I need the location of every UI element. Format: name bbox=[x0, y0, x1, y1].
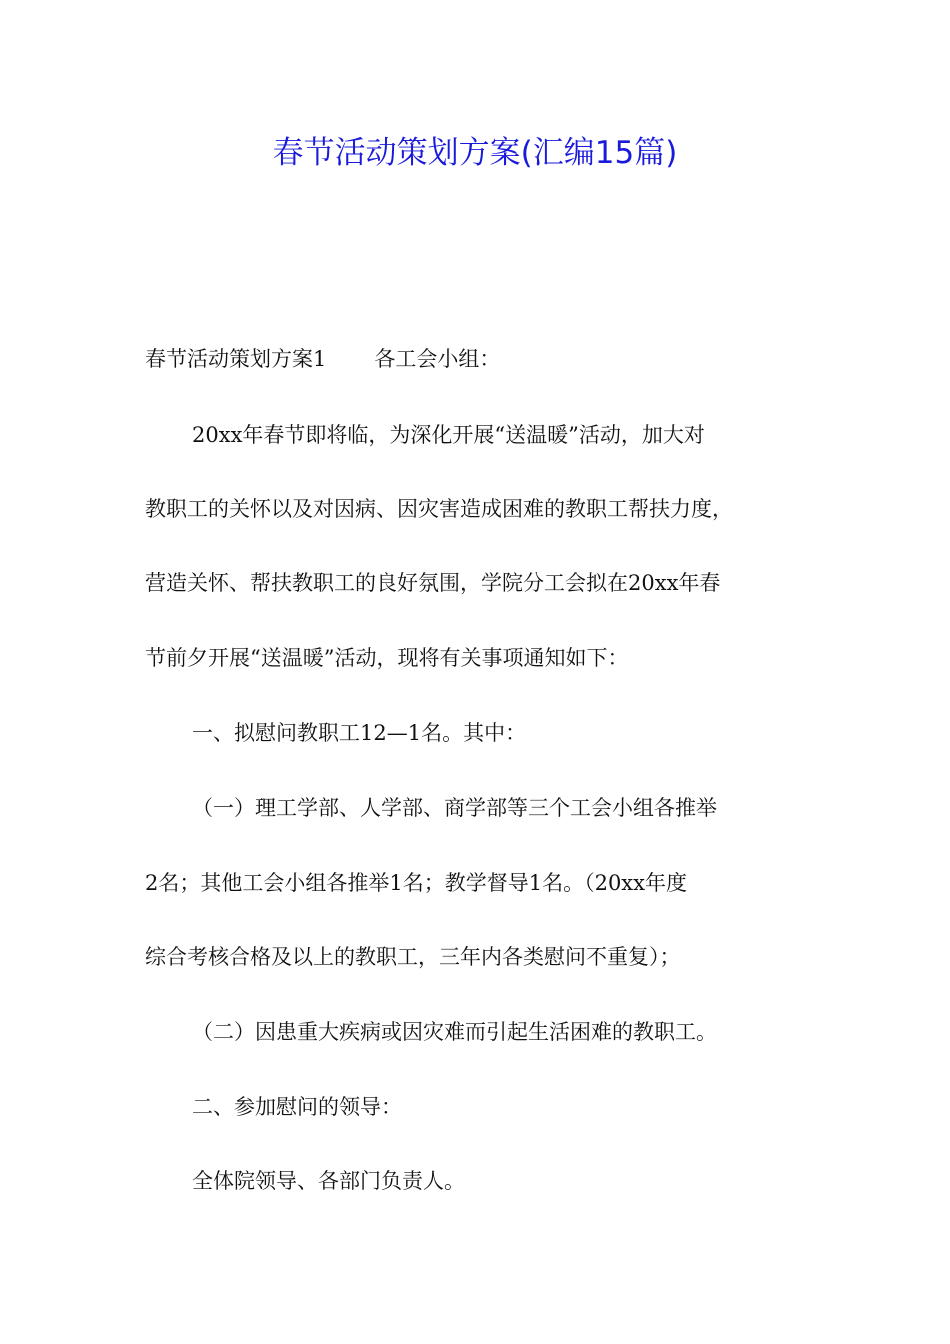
paragraph-line: 2名；其他工会小组各推举1名；教学督导1名。（20xx年度 bbox=[145, 871, 687, 895]
section-heading bbox=[145, 344, 500, 374]
paragraph-line: 全体院领导、各部门负责人。 bbox=[192, 1169, 465, 1193]
document-title: 春节活动策划方案(汇编15篇) bbox=[272, 135, 678, 171]
paragraph-line: 营造关怀、帮扶教职工的良好氛围，学院分工会拟在20xx年春 bbox=[145, 571, 721, 595]
list-item-line: （一）理工学部、人学部、商学部等三个工会小组各推举 bbox=[192, 796, 717, 820]
list-item-line: 一、拟慰问教职工12—1名。其中： bbox=[192, 721, 527, 745]
paragraph-line: 综合考核合格及以上的教职工，三年内各类慰问不重复）； bbox=[145, 945, 681, 969]
list-item-line: （二）因患重大疾病或因灾难而引起生活困难的教职工。 bbox=[192, 1020, 717, 1044]
section-heading-addressee: 各工会小组： bbox=[374, 347, 501, 371]
section-heading-title: 春节活动策划方案1 bbox=[145, 347, 327, 371]
list-item-line: 二、参加慰问的领导： bbox=[192, 1095, 402, 1119]
paragraph-line: 教职工的关怀以及对因病、因灾害造成困难的教职工帮扶力度， bbox=[145, 497, 733, 521]
paragraph-line: 节前夕开展“送温暖”活动，现将有关事项通知如下： bbox=[145, 646, 629, 670]
paragraph-line: 20xx年春节即将临，为深化开展“送温暖”活动，加大对 bbox=[192, 423, 705, 447]
